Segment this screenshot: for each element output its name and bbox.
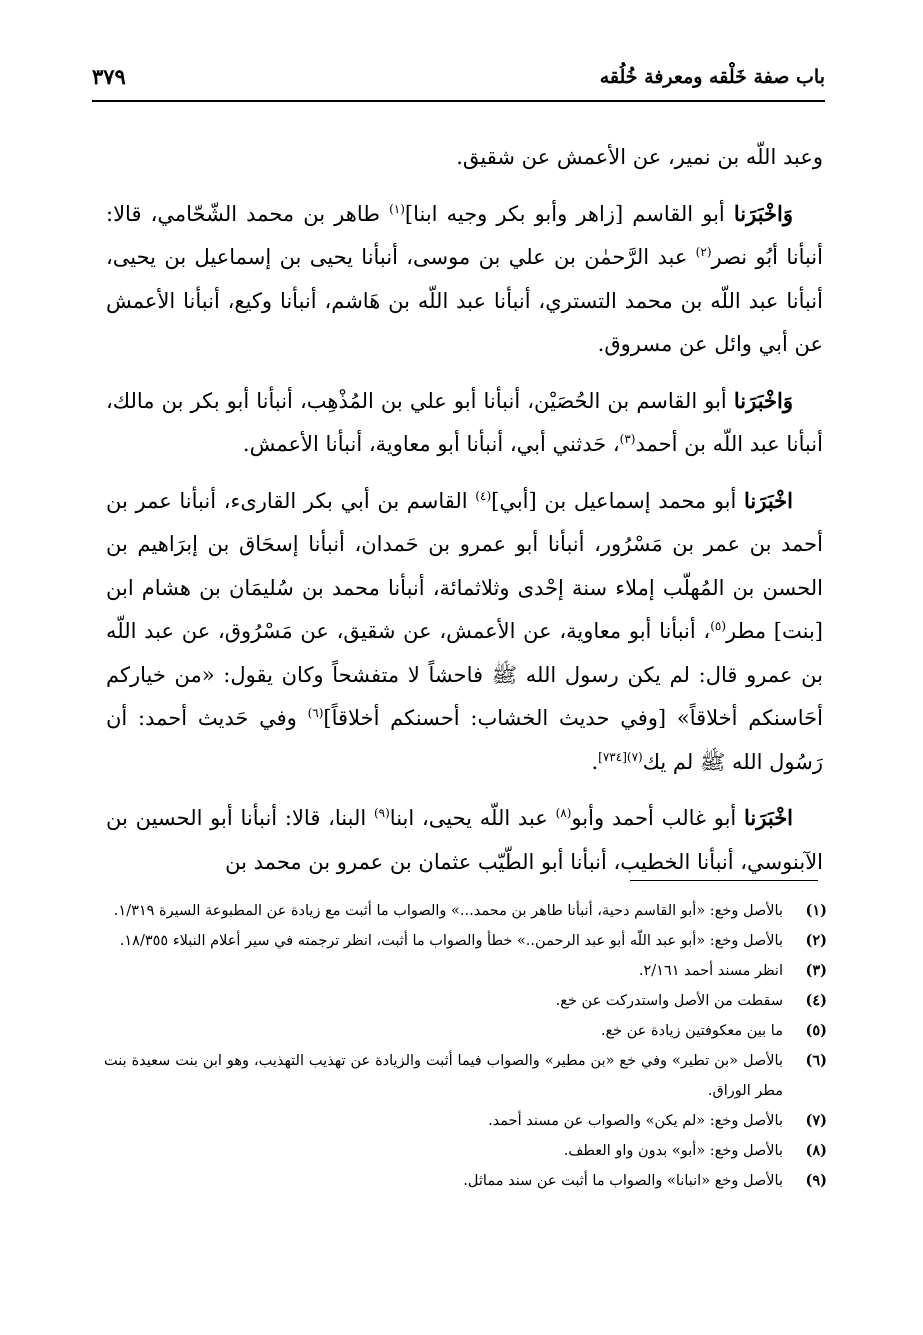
paragraph-4-text-e: . bbox=[591, 749, 599, 774]
footnote-number: (٦) bbox=[805, 1052, 827, 1069]
paragraph-4-text-c: ، أنبأنا أبو معاوية، عن الأعمش، عن شقيق، عن مَسْرُوق، عن عبد اللّه بن عمرو قال: لم يكن رسول الله ﷺ فاحشاً لا متفشحاً وكان يقول: «من خياركم أحَاسنكم أخلاقاً» [وفي حديث الخشاب: أحسنكم أخلاقاً] bbox=[106, 619, 823, 730]
footnote-text: انظر مسند أحمد ٢/١٦١. bbox=[638, 963, 783, 979]
footnote-number: (٤) bbox=[805, 992, 827, 1009]
footnote-ref-9[interactable]: (٩) bbox=[373, 806, 390, 820]
paragraph-4-text: أبو محمد إسماعيل بن [أبي] bbox=[491, 488, 737, 513]
page-number: ٣٧٩ bbox=[92, 64, 126, 89]
paragraph-5-text: أبو غالب أحمد وأبو bbox=[571, 806, 737, 830]
akhbarana-lead: اخْبَرَنا bbox=[744, 805, 794, 830]
footnotes bbox=[104, 896, 827, 1196]
footnote-ref-5[interactable]: (٥) bbox=[710, 619, 727, 633]
footnote-ref-8[interactable]: (٨) bbox=[555, 806, 572, 820]
chapter-title: باب صفة خَلْقه ومعرفة خُلُقه bbox=[599, 66, 825, 88]
akhbarana-lead: وَاخْبَرَنا bbox=[733, 387, 793, 413]
paragraph-3 bbox=[106, 379, 823, 467]
paragraph-4 bbox=[106, 479, 823, 785]
paragraph-2-text-c: عبد الرَّحمٰن بن علي بن موسى، أنبأنا يحيى بن إسماعيل بن يحيى، أنبأنا عبد اللّه بن محمد التستري، أنبأنا عبد اللّه بن هَاشم، أنبأنا وكيع، أنبأنا الأعمش عن أبي وائل عن مسروق. bbox=[106, 245, 823, 356]
footnote-1 bbox=[104, 896, 827, 926]
paragraph-5 bbox=[106, 796, 823, 884]
footnote-9 bbox=[104, 1166, 827, 1196]
footnote-6 bbox=[104, 1046, 827, 1106]
footnote-number: (٣) bbox=[805, 962, 827, 979]
footnote-text: بالأصل وخع: «أبو» بدون واو العطف. bbox=[563, 1143, 783, 1159]
paragraph-1-text: وعبد اللّه بن نمير، عن الأعمش عن شقيق. bbox=[456, 145, 823, 169]
paragraph-5-text-c: البنا، قالا: أنبأنا أبو الحسين بن الآبنوسي، أنبأنا الخطيب، أنبأنا أبو الطّيّب عثمان بن عمرو بن محمد بن bbox=[106, 806, 823, 874]
akhbarana-lead: وَاخْبَرَنا bbox=[733, 200, 793, 226]
footnote-3 bbox=[104, 956, 827, 986]
footnote-text: بالأصل وخع: «أبو عبد اللّه أبو عبد الرحمن..» خطأ والصواب ما أثبت، انظر ترجمته في سير أعلام النبلاء ١٨/٣٥٥. bbox=[119, 933, 783, 949]
paragraph-4-text-b: القاسم بن أبي بكر القارىء، أنبأنا عمر بن أحمد بن عمر بن مَسْرُور، أنبأنا أبو عمرو بن حَمدان، أنبأنا إسحَاق بن إبرَاهيم بن الحسن بن المُهلّب إملاء سنة إحْدى وثلاثمائة، أنبأنا محمد بن سُليمَان بن هشام ابن [بنت] مطر bbox=[106, 488, 823, 643]
footnote-2 bbox=[104, 926, 827, 956]
footnote-text: بالأصل «بن تطير» وفي خع «بن مطير» والصواب فيما أثبت والزيادة عن تهذيب التهذيب، وهو ابن بنت سعيدة بنت مطر الوراق. bbox=[104, 1053, 783, 1099]
footnote-number: (٧) bbox=[805, 1112, 827, 1129]
footnote-text: بالأصل وخع «انبانا» والصواب ما أثبت عن سند مماثل. bbox=[463, 1173, 783, 1189]
footnote-number: (٨) bbox=[805, 1142, 827, 1159]
footnote-ref-2[interactable]: (٢) bbox=[695, 245, 712, 259]
paragraph-3-text-b: ، حَدثني أبي، أنبأنا أبو معاوية، أنبأنا الأعمش. bbox=[242, 432, 620, 456]
footnote-5 bbox=[104, 1016, 827, 1046]
paragraph-2-text-b: طاهر بن محمد الشّحّامي، قالا: أنبأنا أبُو نصر bbox=[106, 201, 823, 269]
footnote-separator bbox=[630, 880, 818, 881]
footnote-ref-4[interactable]: (٤) bbox=[475, 488, 492, 503]
paragraph-4-text-d: وفي حَديث أحمد: أن رَسُول الله ﷺ لم يك bbox=[106, 706, 823, 774]
footnote-ref-1[interactable]: (١) bbox=[389, 201, 405, 216]
footnote-4 bbox=[104, 986, 827, 1016]
paragraph-2 bbox=[106, 192, 823, 367]
footnote-number: (١) bbox=[805, 902, 827, 919]
paragraph-3-text: أبو القاسم بن الحُصَيْن، أنبأنا أبو علي بن المُذْهِب، أنبأنا أبو بكر بن مالك، أنبأنا عبد اللّه بن أحمد bbox=[106, 388, 823, 456]
footnote-text: بالأصل وخع: «أبو القاسم دحية، أنبأنا طاهر بن محمد...» والصواب ما أثبت مع زيادة عن المطبوعة السيرة ١/٣١٩. bbox=[113, 903, 783, 919]
akhbarana-lead: اخْبَرَنا bbox=[744, 487, 793, 513]
footnote-text: سقطت من الأصل واستدركت عن خع. bbox=[555, 993, 783, 1009]
footnote-number: (٥) bbox=[805, 1022, 827, 1039]
paragraph-5-text-b: عبد اللّه يحيى، ابنا bbox=[389, 806, 548, 830]
footnote-ref-3[interactable]: (٣) bbox=[619, 432, 636, 446]
footnote-8 bbox=[104, 1136, 827, 1166]
paragraph-1 bbox=[106, 136, 823, 180]
footnote-number: (٢) bbox=[805, 932, 827, 949]
footnote-text: بالأصل وخع: «لم يكن» والصواب عن مسند أحمد. bbox=[488, 1113, 783, 1129]
paragraph-2-text: أبو القاسم [زاهر وأبو بكر وجيه ابنا] bbox=[404, 201, 725, 226]
running-header bbox=[92, 62, 825, 102]
footnote-ref-7[interactable]: (٧)[٧٣٤] bbox=[598, 749, 643, 764]
footnote-ref-6[interactable]: (٦) bbox=[307, 706, 324, 720]
footnote-text: ما بين معكوفتين زيادة عن خع. bbox=[600, 1023, 783, 1039]
footnote-7 bbox=[104, 1106, 827, 1136]
footnote-number: (٩) bbox=[805, 1172, 827, 1189]
main-text bbox=[106, 136, 823, 884]
